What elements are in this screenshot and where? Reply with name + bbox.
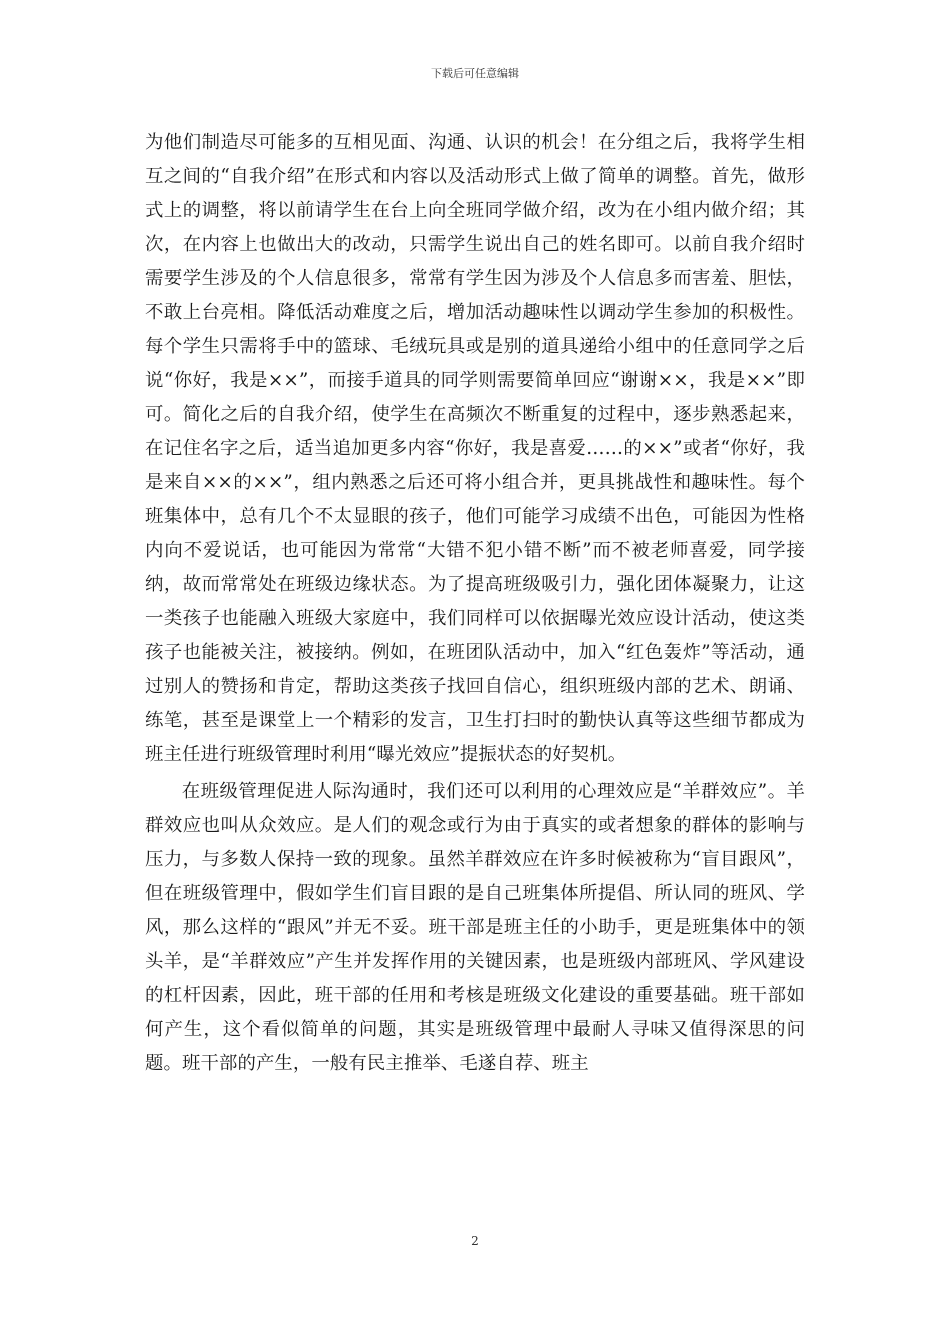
document-body [145,126,805,1081]
paragraph-1: 为他们制造尽可能多的互相见面、沟通、认识的机会！在分组之后，我将学生相互之间的“自我介绍”在形式和内容以及活动形式上做了简单的调整。首先，做形式上的调整，将以前请学生在台上向全班同学做介绍，改为在小组内做介绍；其次，在内容上也做出大的改动，只需学生说出自己的姓名即可。以前自我介绍时需要学生涉及的个人信息很多，常常有学生因为涉及个人信息多而害羞、胆怯，不敢上台亮相。降低活动难度之后，增加活动趣味性以调动学生参加的积极性。每个学生只需将手中的篮球、毛绒玩具或是别的道具递给小组中的任意同学之后说“你好，我是××”，而接手道具的同学则需要简单回应“谢谢××，我是××”即可。简化之后的自我介绍，使学生在高频次不断重复的过程中，逐步熟悉起来，在记住名字之后，适当追加更多内容“你好，我是喜爱……的××”或者“你好，我是来自××的××”，组内熟悉之后还可将小组合并，更具挑战性和趣味性。每个班集体中，总有几个不太显眼的孩子，他们可能学习成绩不出色，可能因为性格内向不爱说话，也可能因为常常“大错不犯小错不断”而不被老师喜爱，同学接纳，故而常常处在班级边缘状态。为了提高班级吸引力，强化团体凝聚力，让这一类孩子也能融入班级大家庭中，我们同样可以依据曝光效应设计活动，使这类孩子也能被关注，被接纳。例如，在班团队活动中，加入“红色轰炸”等活动，通过别人的赞扬和肯定，帮助这类孩子找回自信心，组织班级内部的艺术、朗诵、练笔，甚至是课堂上一个精彩的发言，卫生打扫时的勤快认真等这些细节都成为班主任进行班级管理时利用“曝光效应”提振状态的好契机。 [145,132,805,765]
paragraph-2: 在班级管理促进人际沟通时，我们还可以利用的心理效应是“羊群效应”。羊群效应也叫从众效应。是人们的观念或行为由于真实的或者想象的群体的影响与压力，与多数人保持一致的现象。虽然羊群效应在许多时候被称为“盲目跟风”，但在班级管理中，假如学生们盲目跟的是自己班集体所提倡、所认同的班风、学风，那么这样的“跟风”并无不妥。班干部是班主任的小助手，更是班集体中的领头羊，是“羊群效应”产生并发挥作用的关键因素，也是班级内部班风、学风建设的杠杆因素，因此，班干部的任用和考核是班级文化建设的重要基础。班干部如何产生，这个看似简单的问题，其实是班级管理中最耐人寻味又值得深思的问题。班干部的产生，一般有民主推举、毛遂自荐、班主 [145,781,805,1074]
page-header: 下载后可任意编辑 [431,67,519,80]
page-number: 2 [471,1234,479,1248]
